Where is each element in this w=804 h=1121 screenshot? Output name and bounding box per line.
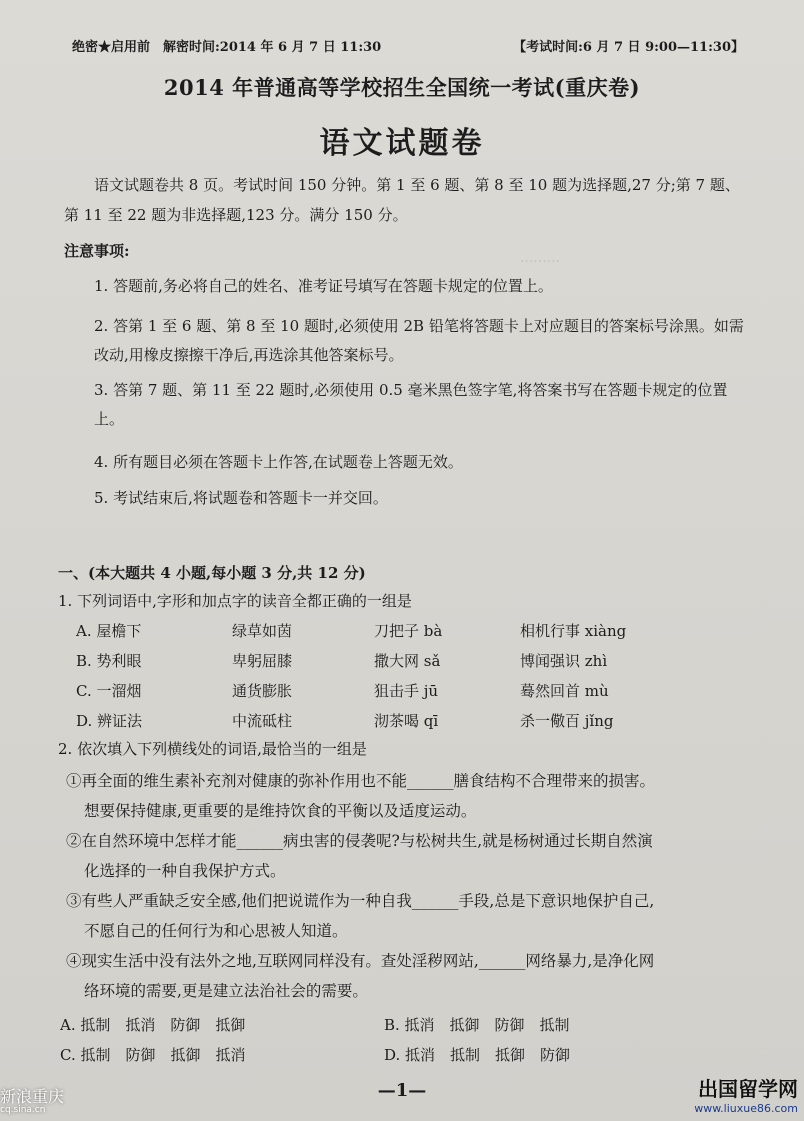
q1-option-c: [76, 680, 756, 706]
option-word: 相机行事 xiàng: [520, 622, 627, 640]
answer-option-a: A. 抵制 抵消 防御 抵御: [60, 1016, 246, 1034]
option-word: 中流砥柱: [232, 712, 293, 730]
option-word: 卑躬屈膝: [232, 652, 293, 670]
q2-sentence-3: ③有些人严重缺乏安全感,他们把说谎作为一种自我______手段,总是下意识地保护自己, 不愿自己的任何行为和心思被人知道。: [66, 892, 655, 940]
option-label: B. 势利眼: [76, 652, 142, 670]
sina-watermark: 新浪重庆 cq.sina.cn: [0, 1087, 65, 1115]
exam-title: 2014 年普通高等学校招生全国统一考试(重庆卷): [163, 75, 641, 100]
option-label: A. 屋檐下: [76, 622, 142, 640]
section-heading: 一、(本大题共 4 小题,每小题 3 分,共 12 分): [58, 564, 366, 582]
note-item: 5. 考试结束后,将试题卷和答题卡一并交回。: [94, 489, 388, 507]
option-word: 通货膨胀: [232, 682, 293, 700]
note-item: 4. 所有题目必须在答题卡上作答,在试题卷上答题无效。: [94, 453, 463, 471]
question-1-stem: 1. 下列词语中,字形和加点字的读音全都正确的一组是: [58, 592, 412, 610]
q2-sentence-2: ②在自然环境中怎样才能______病虫害的侵袭呢?与松树共生,就是杨树通过长期自然演 化选择的一种自我保护方式。: [66, 832, 653, 880]
q1-option-a: [76, 620, 756, 646]
q1-option-d: [76, 710, 756, 736]
notes-heading: 注意事项:: [64, 242, 130, 260]
q2-answers-row-2: [60, 1044, 760, 1070]
q2-answers-row-1: [60, 1014, 760, 1040]
option-word: 沏茶喝 qī: [374, 712, 439, 730]
option-word: 刀把子 bà: [374, 622, 443, 640]
liuxue-watermark: 出国留学网 www.liuxue86.com: [694, 1077, 798, 1115]
option-word: 蓦然回首 mù: [520, 682, 609, 700]
secrecy-note: 绝密★启用前 解密时间:2014 年 6 月 7 日 11:30: [72, 40, 382, 55]
note-item: 3. 答第 7 题、第 11 至 22 题时,必须使用 0.5 毫米黑色签字笔,将答案书写在答题卡规定的位置上。: [94, 381, 728, 428]
paper-title: 语文试题卷: [319, 126, 485, 161]
option-label: C. 一溜烟: [76, 682, 142, 700]
q1-option-b: [76, 650, 756, 676]
note-item: 2. 答第 1 至 6 题、第 8 至 10 题时,必须使用 2B 铅笔将答题卡上对应题目的答案标号涂黑。如需改动,用橡皮擦擦干净后,再选涂其他答案标号。: [94, 317, 744, 364]
answer-option-b: B. 抵消 抵御 防御 抵制: [384, 1016, 570, 1034]
option-word: 撒大网 sǎ: [374, 652, 441, 670]
page-number: —1—: [377, 1080, 427, 1101]
answer-option-d: D. 抵消 抵制 抵御 防御: [384, 1046, 571, 1064]
q2-sentence-4: ④现实生活中没有法外之地,互联网同样没有。查处淫秽网站,______网络暴力,是净化网 络环境的需要,更是建立法治社会的需要。: [66, 952, 655, 1000]
option-word: 绿草如茵: [232, 622, 293, 640]
exam-time-note: 【考试时间:6 月 7 日 9:00—11:30】: [513, 40, 744, 55]
note-item: 1. 答题前,务必将自己的姓名、准考证号填写在答题卡规定的位置上。: [94, 277, 553, 295]
page-header: [72, 36, 744, 58]
option-word: 狙击手 jū: [374, 682, 439, 700]
option-word: 博闻强识 zhì: [520, 652, 608, 670]
bleed-through: .........: [520, 250, 561, 266]
intro-paragraph: 语文试题卷共 8 页。考试时间 150 分钟。第 1 至 6 题、第 8 至 10 题为选择题,27 分;第 7 题、第 11 至 22 题为非选择题,123 分。满分 150 分。: [64, 176, 740, 224]
question-2-stem: 2. 依次填入下列横线处的词语,最恰当的一组是: [58, 740, 367, 758]
q2-sentence-1: ①再全面的维生素补充剂对健康的弥补作用也不能______膳食结构不合理带来的损害。 想要保持健康,更重要的是维持饮食的平衡以及适度运动。: [66, 772, 656, 820]
option-word: 杀一儆百 jǐng: [520, 712, 614, 730]
answer-option-c: C. 抵制 防御 抵御 抵消: [60, 1046, 246, 1064]
option-label: D. 辨证法: [76, 712, 143, 730]
